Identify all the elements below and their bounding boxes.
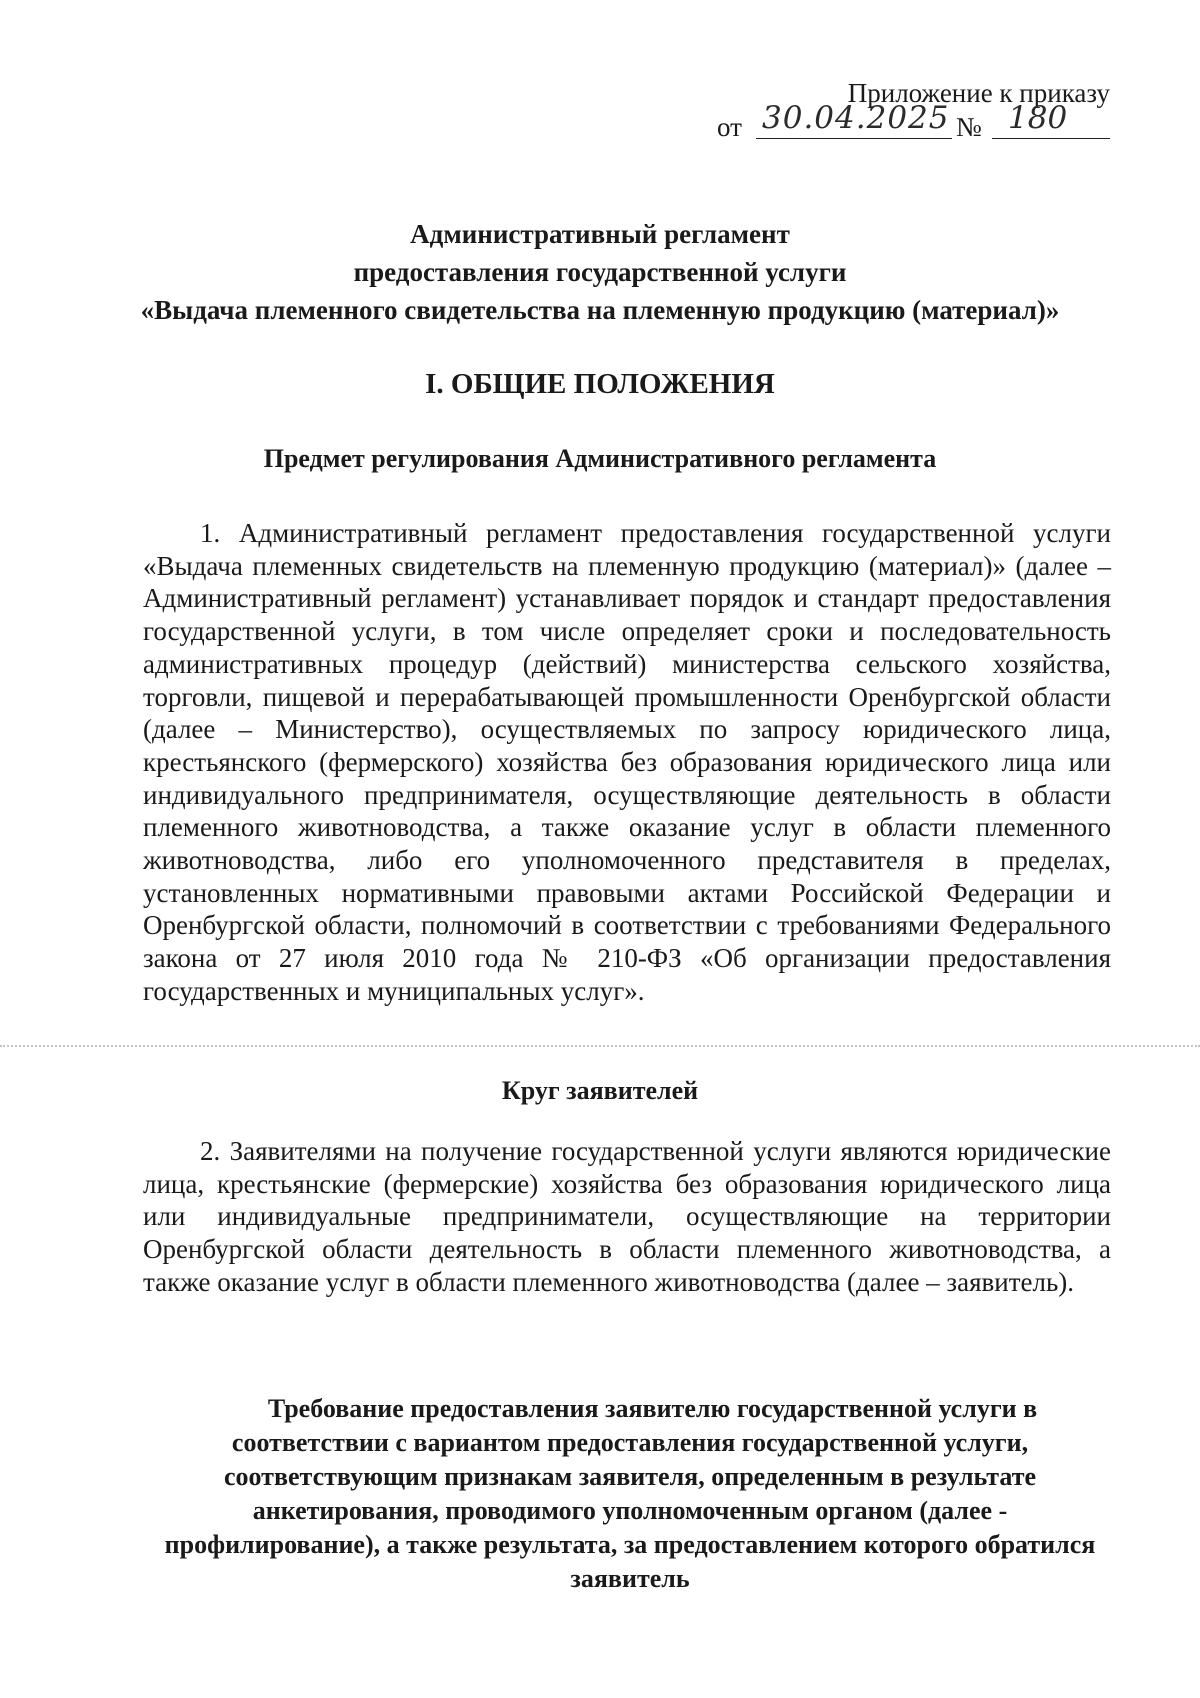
document-title-line-3: «Выдача племенного свидетельства на племенную продукцию (материал)» (140, 295, 1060, 325)
scan-artifact-line (0, 1045, 1200, 1047)
annex-order-reference (690, 100, 1110, 146)
annex-date-underline (756, 138, 952, 139)
document-title-line-1: Административный регламент (410, 219, 790, 249)
paragraph-2: 2. Заявителями на получение государственной услуги являются юридические лица, крестьянские (фермерские) хозяйства без образования юридического лица или индивидуальные предприниматели, осуществляющие на территории Оренбургской области деятельность в области племенного животноводства, а также оказание услуг в области племенного животноводства (далее – заявитель). (143, 1136, 1111, 1297)
annex-number-handwritten: 180 (1008, 100, 1068, 136)
section-heading: I. ОБЩИЕ ПОЛОЖЕНИЯ (425, 368, 775, 400)
requirement-heading (150, 1392, 1110, 1596)
applicants-heading: Круг заявителей (501, 1076, 699, 1105)
annex-date-handwritten: 30.04.2025 (762, 100, 950, 136)
annex-number-underline (992, 138, 1110, 139)
annex-label: Приложение к приказу (847, 78, 1110, 108)
annex-number-label: № (956, 112, 982, 142)
requirement-heading-text: Требование предоставления заявителю государственной услуги в соответствии с вариантом предоставления государственной услуги, соответствующим признакам заявителя, определенным в результате анкетирования, проводимого уполномоченным органом (далее - профилирование), а также результата, за предоставлением которого обратился заявитель (164, 1394, 1096, 1593)
document-title-line-2: предоставления государственной услуги (353, 257, 847, 287)
paragraph-1: 1. Административный регламент предоставления государственной услуги «Выдача племенных свидетельств на племенную продукцию (материал)» (далее – Административный регламент) устанавливает порядок и стандарт предоставления государственной услуги, в том числе определяет сроки и последовательность административных процедур (действий) министерства сельского хозяйства, торговли, пищевой и перерабатывающей промышленности Оренбургской области (далее – Министерство), осуществляемых по запросу юридического лица, крестьянского (фермерского) хозяйства без образования юридического лица или индивидуального предпринимателя, осуществляющие деятельность в области племенного животноводства, а также оказание услуг в области племенного животноводства, либо его уполномоченного представителя в пределах, установленных нормативными правовыми актами Российской Федерации и Оренбургской области, полномочий в соответствии с требованиями Федерального закона от 27 июля 2010 года № 210-ФЗ «Об организации предоставления государственных и муниципальных услуг». (143, 518, 1111, 1006)
subject-heading: Предмет регулирования Административного регламента (263, 444, 937, 473)
annex-from-label: от (717, 112, 742, 142)
